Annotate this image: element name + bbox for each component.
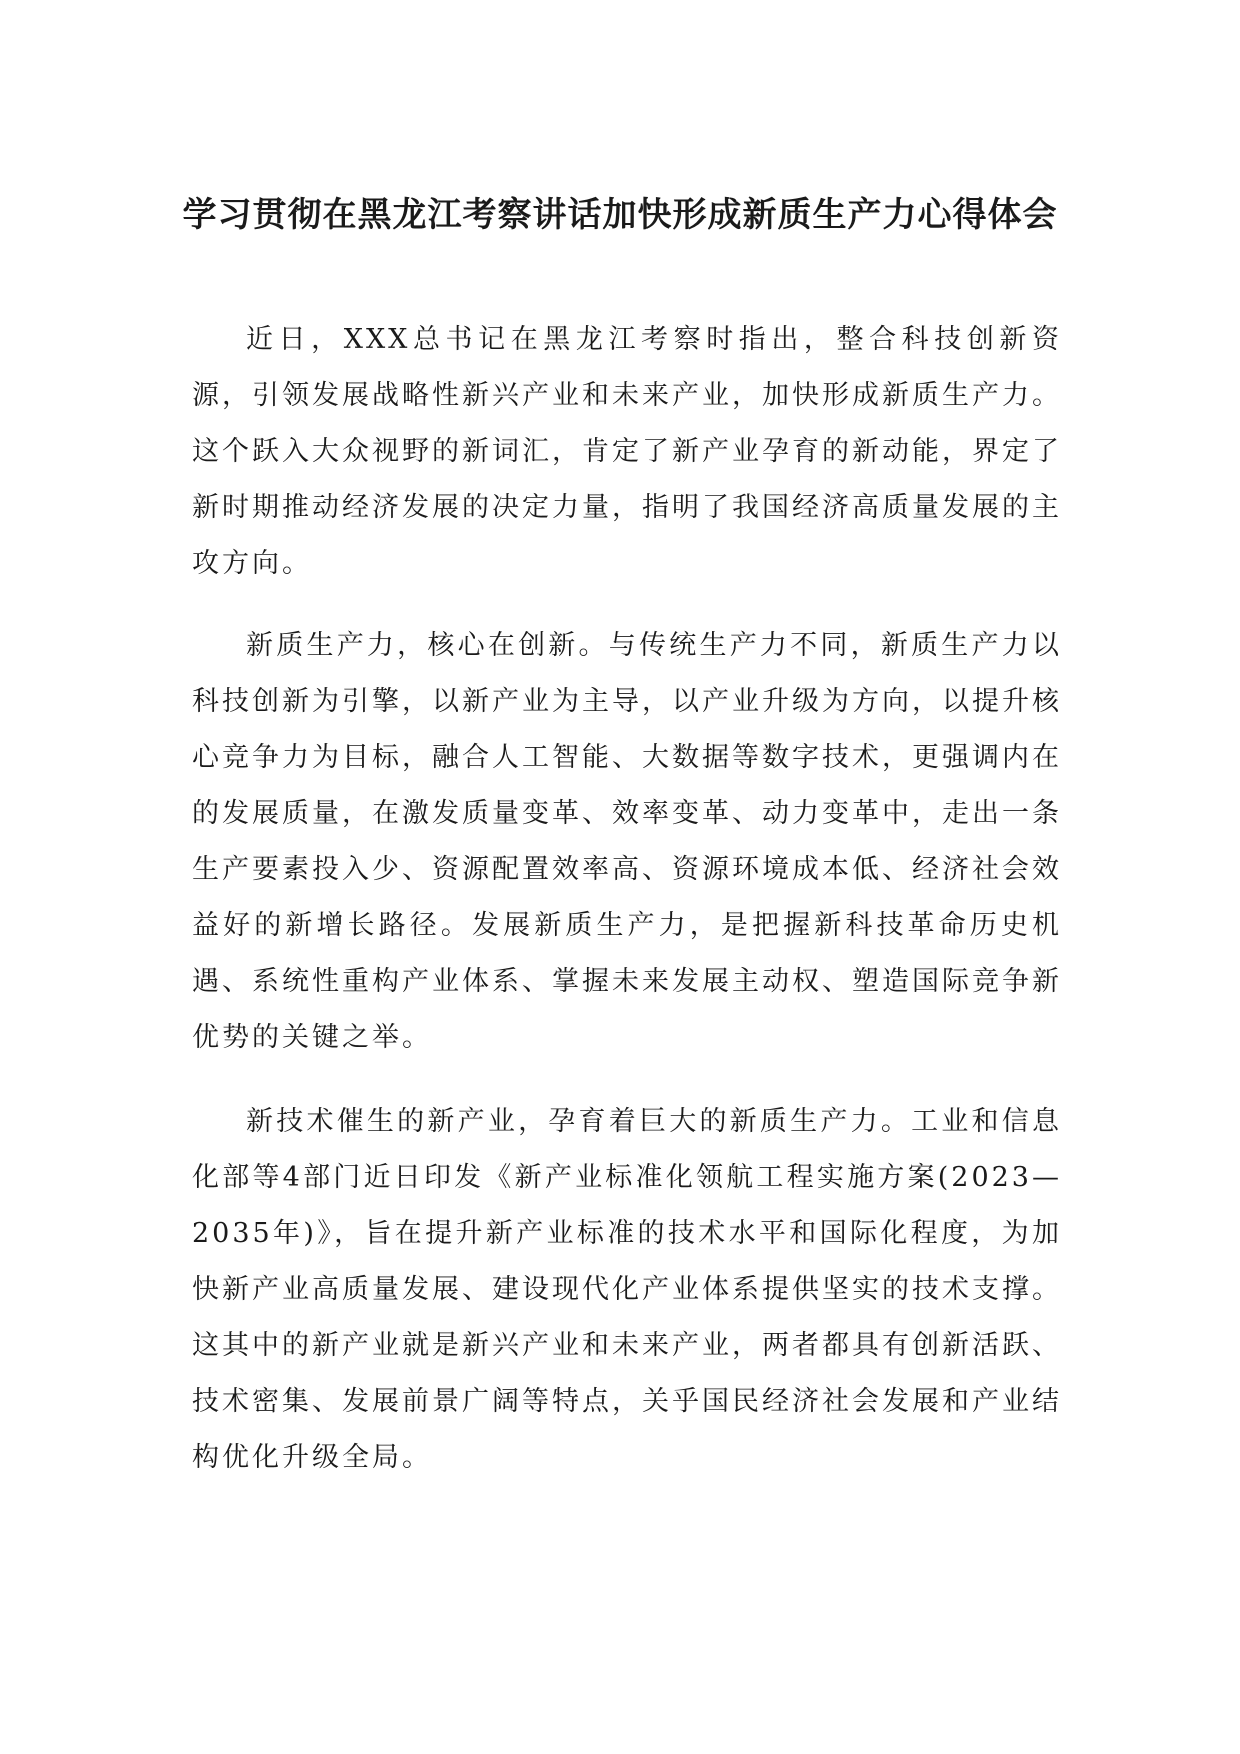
paragraph-1: 近日，XXX总书记在黑龙江考察时指出，整合科技创新资源，引领发展战略性新兴产业和未来产业，加快形成新质生产力。这个跃入大众视野的新词汇，肯定了新产业孕育的新动能，界定了新时期推动经济发展的决定力量，指明了我国经济高质量发展的主攻方向。 bbox=[192, 324, 1062, 579]
paragraph-3: 新技术催生的新产业，孕育着巨大的新质生产力。工业和信息化部等4部门近日印发《新产业标准化领航工程实施方案(2023—2035年)》，旨在提升新产业标准的技术水平和国际化程度，为加快新产业高质量发展、建设现代化产业体系提供坚实的技术支撑。这其中的新产业就是新兴产业和未来产业，两者都具有创新活跃、技术密集、发展前景广阔等特点，关乎国民经济社会发展和产业结构优化升级全局。 bbox=[192, 1106, 1062, 1473]
document-title: 学习贯彻在黑龙江考察讲话加快形成新质生产力心得体会 bbox=[182, 195, 1058, 235]
paragraph-2: 新质生产力，核心在创新。与传统生产力不同，新质生产力以科技创新为引擎，以新产业为主导，以产业升级为方向，以提升核心竞争力为目标，融合人工智能、大数据等数字技术，更强调内在的发展质量，在激发质量变革、效率变革、动力变革中，走出一条生产要素投入少、资源配置效率高、资源环境成本低、经济社会效益好的新增长路径。发展新质生产力，是把握新科技革命历史机遇、系统性重构产业体系、掌握未来发展主动权、塑造国际竞争新优势的关键之举。 bbox=[192, 630, 1062, 1053]
